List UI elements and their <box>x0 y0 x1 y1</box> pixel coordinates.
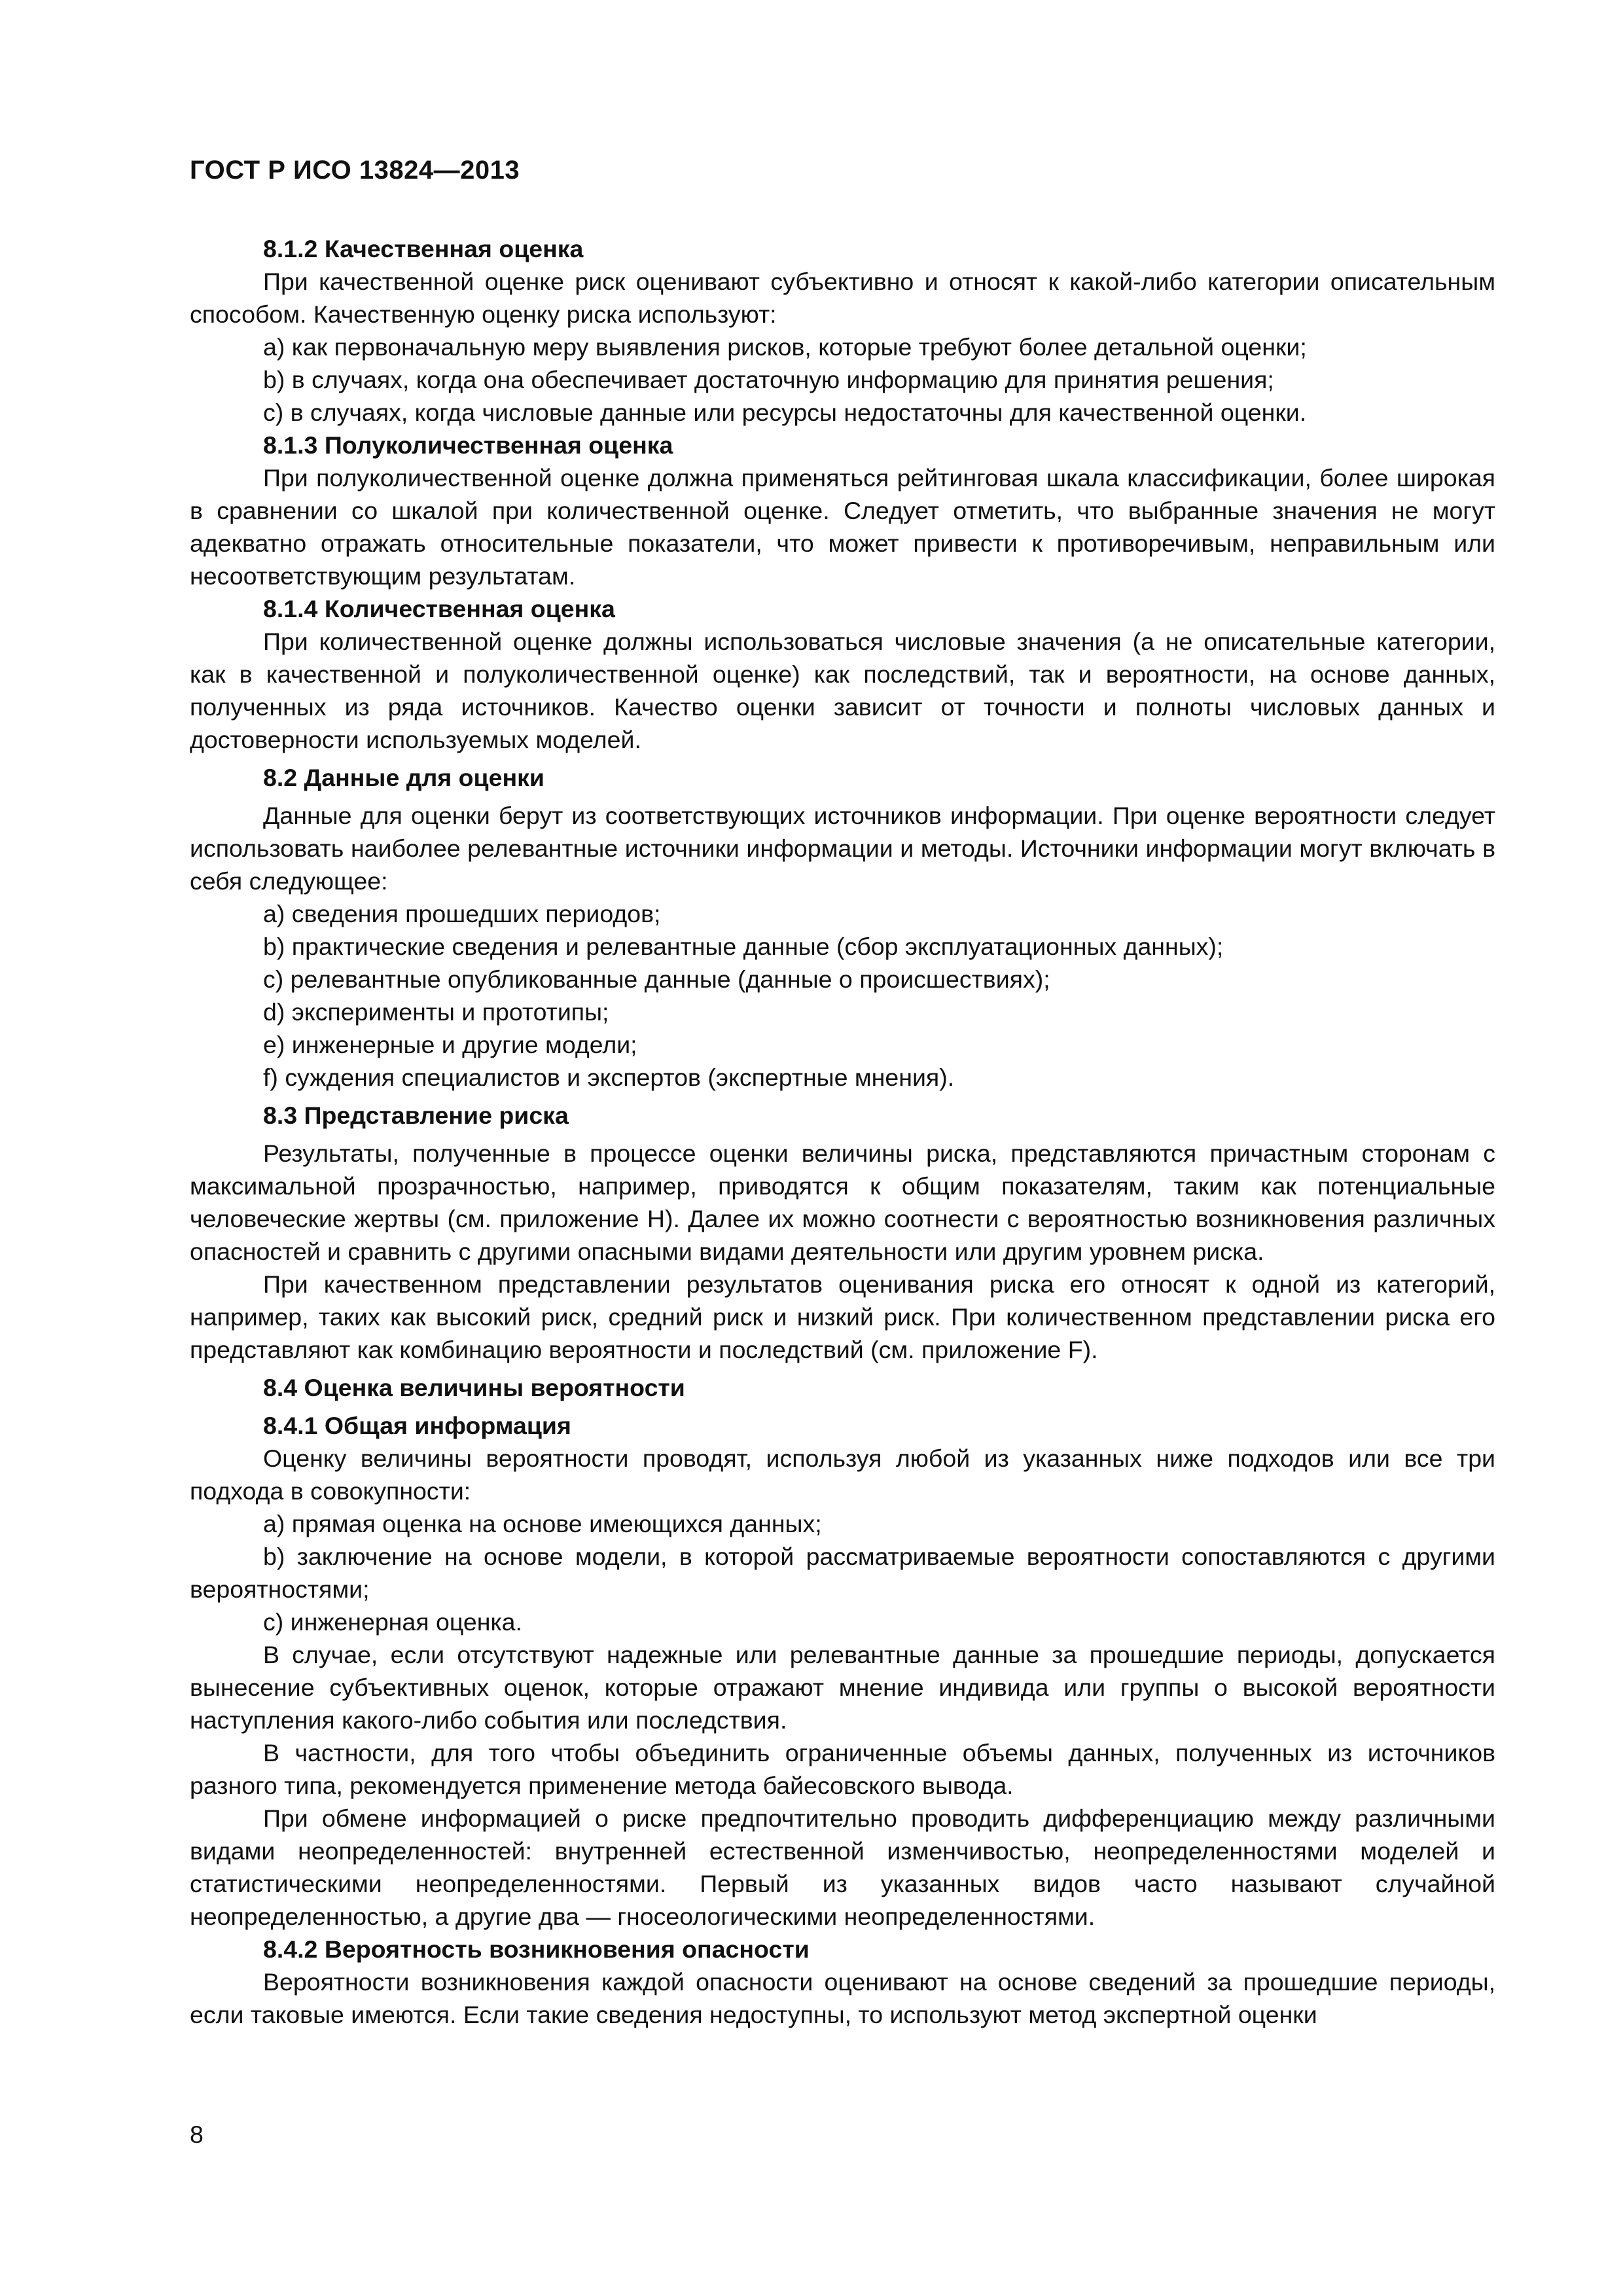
list-item: d) эксперименты и прототипы; <box>263 998 609 1026</box>
section-heading-8-1-3: 8.1.3 Полуколичественная оценка <box>263 431 673 459</box>
document-header: ГОСТ Р ИСО 13824—2013 <box>190 156 520 185</box>
paragraph: При качественной оценке риск оценивают субъективно и относят к какой-либо категории описательным способом. Качественную оценку риска используют: <box>190 268 1495 328</box>
document-body <box>190 232 1495 2031</box>
section-heading-8-4: 8.4 Оценка величины вероятности <box>263 1374 685 1401</box>
paragraph: Оценку величины вероятности проводят, используя любой из указанных ниже подходов или все три подхода в совокупности: <box>190 1444 1495 1505</box>
section-heading-8-1-2: 8.1.2 Качественная оценка <box>263 235 584 262</box>
paragraph: В случае, если отсутствуют надежные или релевантные данные за прошедшие периоды, допускается вынесение субъективных оценок, которые отражают мнение индивида или группы о высокой вероятности наступления какого-либо события или последствия. <box>190 1641 1495 1734</box>
list-item: с) релевантные опубликованные данные (данные о происшествиях); <box>263 965 1050 993</box>
section-heading-8-4-2: 8.4.2 Вероятность возникновения опасности <box>263 1935 810 1963</box>
list-item: b) заключение на основе модели, в которой рассматриваемые вероятности сопоставляются с другими вероятностями; <box>190 1543 1495 1603</box>
paragraph: В частности, для того чтобы объединить ограниченные объемы данных, полученных из источников разного типа, рекомендуется применение метода байесовского вывода. <box>190 1739 1495 1799</box>
list-item: b) в случаях, когда она обеспечивает достаточную информацию для принятия решения; <box>263 366 1274 393</box>
list-item: b) практические сведения и релевантные данные (сбор эксплуатационных данных); <box>263 933 1224 960</box>
paragraph: При обмене информацией о риске предпочтительно проводить дифференциацию между различными видами неопределенностей: внутренней естественной изменчивостью, неопределенностями моделей и статистическими неопределенностями. Первый из указанных видов часто называют случайной неопределенностью, а другие два — гносеологическими неопределенностями. <box>190 1804 1495 1930</box>
paragraph: При качественном представлении результатов оценивания риска его относят к одной из категорий, например, таких как высокий риск, средний риск и низкий риск. При количественном представлении риска его представляют как комбинацию вероятности и последствий (см. приложение F). <box>190 1270 1495 1363</box>
paragraph: При полуколичественной оценке должна применяться рейтинговая шкала классификации, более широкая в сравнении со шкалой при количественной оценке. Следует отметить, что выбранные значения не могут адекватно отражать относительные показатели, что может привести к противоречивым, неправильным или несоответствующим результатам. <box>190 464 1495 590</box>
page-number: 8 <box>190 2121 204 2148</box>
list-item: а) как первоначальную меру выявления рисков, которые требуют более детальной оценки; <box>263 333 1307 361</box>
section-heading-8-1-4: 8.1.4 Количественная оценка <box>263 595 615 622</box>
list-item: с) инженерная оценка. <box>263 1608 522 1636</box>
list-item: е) инженерные и другие модели; <box>263 1031 637 1058</box>
paragraph: Вероятности возникновения каждой опасности оценивают на основе сведений за прошедшие периоды, если таковые имеются. Если такие сведения недоступны, то используют метод экспертной оценки <box>190 1968 1495 2028</box>
section-heading-8-3: 8.3 Представление риска <box>263 1102 569 1129</box>
paragraph: Данные для оценки берут из соответствующих источников информации. При оценке вероятности следует использовать наиболее релевантные источники информации и методы. Источники информации могут включать в себя следующее: <box>190 802 1495 895</box>
list-item: а) прямая оценка на основе имеющихся данных; <box>263 1510 822 1537</box>
section-heading-8-2: 8.2 Данные для оценки <box>263 764 544 791</box>
list-item: а) сведения прошедших периодов; <box>263 900 661 927</box>
section-heading-8-4-1: 8.4.1 Общая информация <box>263 1412 571 1439</box>
paragraph: При количественной оценке должны использоваться числовые значения (а не описательные категории, как в качественной и полуколичественной оценке) как последствий, так и вероятности, на основе данных, полученных из ряда источников. Качество оценки зависит от точности и полноты числовых данных и достоверности используемых моделей. <box>190 628 1495 753</box>
list-item: с) в случаях, когда числовые данные или ресурсы недостаточны для качественной оценки. <box>263 399 1307 426</box>
paragraph: Результаты, полученные в процессе оценки величины риска, представляются причастным сторонам с максимальной прозрачностью, например, приводятся к общим показателям, таким как потенциальные человеческие жертвы (см. приложение Н). Далее их можно соотнести с вероятностью возникновения различных опасностей и сравнить с другими опасными видами деятельности или другим уровнем риска. <box>190 1139 1495 1265</box>
list-item: f) суждения специалистов и экспертов (экспертные мнения). <box>263 1064 955 1091</box>
